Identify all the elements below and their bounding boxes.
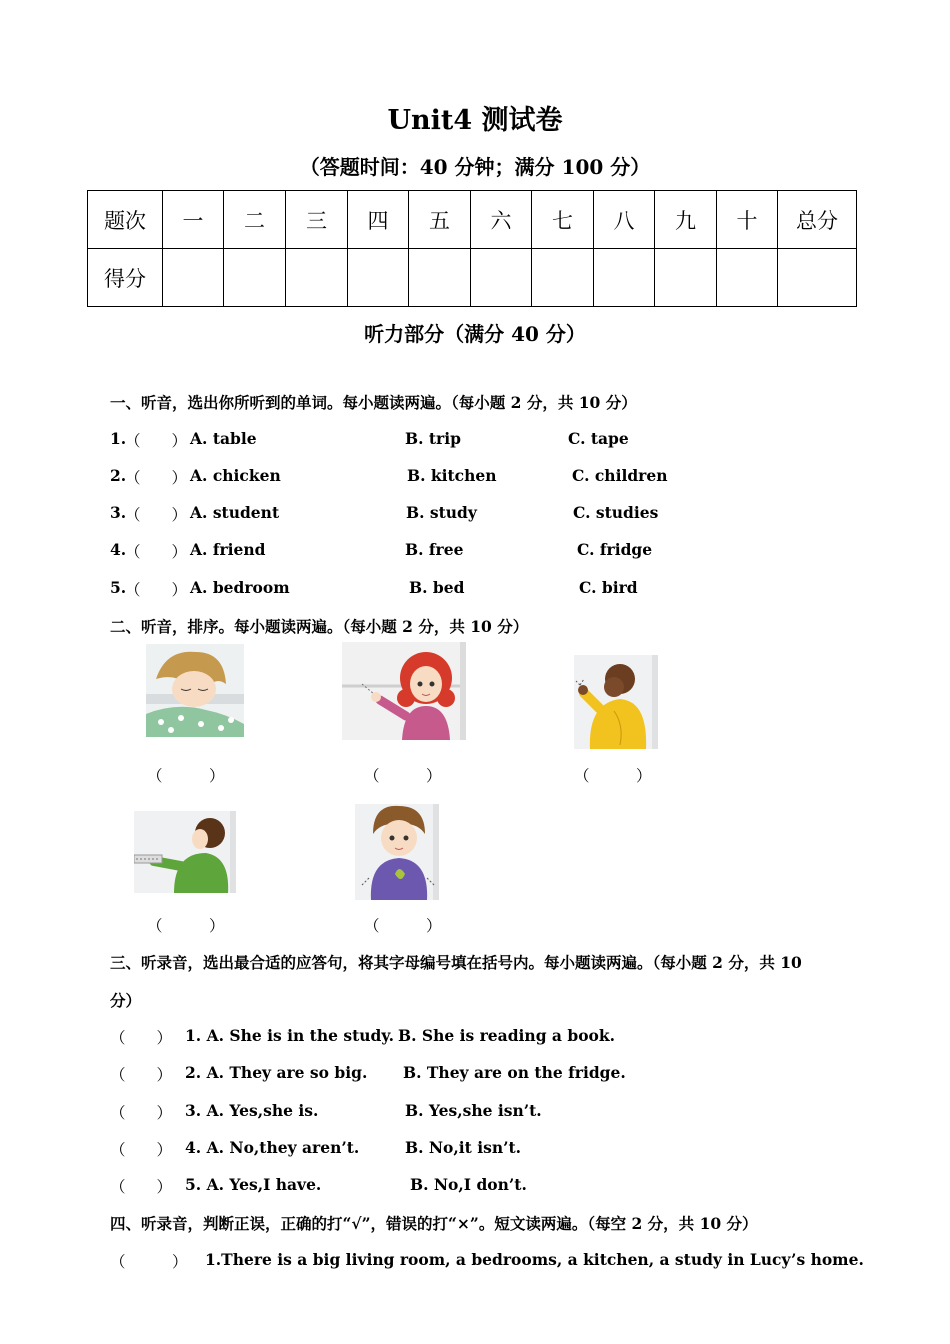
red-haired-girl-picture	[342, 642, 466, 740]
option-a: A. chicken	[190, 466, 281, 485]
score-header-cell: 一	[163, 191, 224, 249]
option-b: B. No,it isn’t.	[405, 1138, 522, 1157]
question-number: 3.	[110, 503, 127, 522]
option-c: C. studies	[573, 503, 659, 522]
boy-yellow-jacket-picture	[574, 655, 658, 749]
sleeping-girl-picture	[146, 644, 244, 737]
option-a: 3. A. Yes,she is.	[185, 1101, 319, 1120]
option-a: 5. A. Yes,I have.	[185, 1175, 322, 1194]
option-b: B. kitchen	[407, 466, 497, 485]
listening-part-title: 听力部分（满分 40 分）	[364, 322, 586, 346]
exam-info: （答题时间：40 分钟；满分 100 分）	[299, 155, 651, 179]
section3-title-continued: 分）	[110, 991, 142, 1010]
answer-blank[interactable]: （ ）	[147, 917, 225, 935]
option-a: A. bedroom	[190, 578, 290, 597]
score-cell[interactable]	[532, 249, 594, 307]
option-a: A. table	[190, 429, 257, 448]
option-a: A. friend	[190, 540, 266, 559]
question-number: 1.	[110, 429, 127, 448]
option-a: 2. A. They are so big.	[185, 1063, 368, 1082]
score-header-cell: 四	[348, 191, 409, 249]
score-header-cell: 七	[532, 191, 594, 249]
option-b: B. trip	[405, 429, 461, 448]
score-header-cell: 九	[655, 191, 717, 249]
answer-blank[interactable]: （ ）	[125, 581, 188, 599]
answer-blank[interactable]: （ ）	[110, 1141, 173, 1159]
score-cell[interactable]	[778, 249, 857, 307]
answer-blank[interactable]: （ ）	[125, 543, 188, 561]
answer-blank[interactable]: （ ）	[147, 767, 225, 785]
question-number: 4.	[110, 540, 127, 559]
answer-blank[interactable]: （ ）	[125, 506, 188, 524]
option-b: B. She is reading a book.	[398, 1026, 616, 1045]
score-cell[interactable]	[594, 249, 655, 307]
option-a: 4. A. No,they aren’t.	[185, 1138, 360, 1157]
score-cell[interactable]	[409, 249, 471, 307]
option-a: 1. A. She is in the study.	[185, 1026, 394, 1045]
option-b: B. Yes,she isn’t.	[405, 1101, 542, 1120]
option-c: C. children	[572, 466, 668, 485]
answer-blank[interactable]: （ ）	[110, 1178, 173, 1196]
answer-blank[interactable]: （ ）	[110, 1066, 173, 1084]
option-c: C. fridge	[577, 540, 653, 559]
option-c: C. tape	[568, 429, 629, 448]
score-row-label: 得分	[88, 249, 163, 307]
option-b: B. No,I don’t.	[410, 1175, 527, 1194]
answer-blank[interactable]: （ ）	[110, 1104, 173, 1122]
score-header-cell: 三	[286, 191, 348, 249]
section1-title: 一、听音，选出你所听到的单词。每小题读两遍。（每小题 2 分，共 10 分）	[110, 393, 637, 412]
score-cell[interactable]	[224, 249, 286, 307]
score-cell[interactable]	[471, 249, 532, 307]
section2-title: 二、听音，排序。每小题读两遍。（每小题 2 分，共 10 分）	[110, 617, 529, 636]
page-title: Unit4 测试卷	[387, 105, 563, 136]
answer-blank[interactable]: （ ）	[574, 767, 652, 785]
score-cell[interactable]	[717, 249, 778, 307]
score-header-cell: 六	[471, 191, 532, 249]
score-cell[interactable]	[348, 249, 409, 307]
score-cell[interactable]	[286, 249, 348, 307]
option-a: A. student	[190, 503, 280, 522]
option-c: C. bird	[579, 578, 638, 597]
question-number: 2.	[110, 466, 127, 485]
score-header-cell: 二	[224, 191, 286, 249]
score-table	[87, 190, 857, 307]
score-header-cell: 十	[717, 191, 778, 249]
answer-blank[interactable]: （ ）	[364, 767, 442, 785]
score-cell[interactable]	[655, 249, 717, 307]
option-b: B. study	[406, 503, 477, 522]
score-cell[interactable]	[163, 249, 224, 307]
boy-green-shirt-picture	[134, 811, 236, 893]
option-b: B. They are on the fridge.	[403, 1063, 626, 1082]
option-b: B. bed	[409, 578, 465, 597]
answer-blank[interactable]: （ ）	[125, 432, 188, 450]
score-header-cell: 题次	[88, 191, 163, 249]
section4-title: 四、听录音，判断正误，正确的打“√”，错误的打“×”。短文读两遍。（每空 2 分，共 10 分）	[110, 1214, 758, 1233]
answer-blank[interactable]: （ ）	[110, 1253, 188, 1271]
answer-blank[interactable]: （ ）	[125, 469, 188, 487]
answer-blank[interactable]: （ ）	[364, 917, 442, 935]
score-header-cell: 五	[409, 191, 471, 249]
score-header-cell: 八	[594, 191, 655, 249]
answer-blank[interactable]: （ ）	[110, 1029, 173, 1047]
statement-text: 1.There is a big living room, a bedrooms, a kitchen, a study in Lucy’s home.	[205, 1250, 864, 1269]
option-b: B. free	[405, 540, 464, 559]
section3-title: 三、听录音，选出最合适的应答句，将其字母编号填在括号内。每小题读两遍。（每小题 2 分，共 10	[110, 953, 802, 972]
score-header-cell: 总分	[778, 191, 857, 249]
question-number: 5.	[110, 578, 127, 597]
boy-purple-sweater-picture	[355, 804, 439, 900]
